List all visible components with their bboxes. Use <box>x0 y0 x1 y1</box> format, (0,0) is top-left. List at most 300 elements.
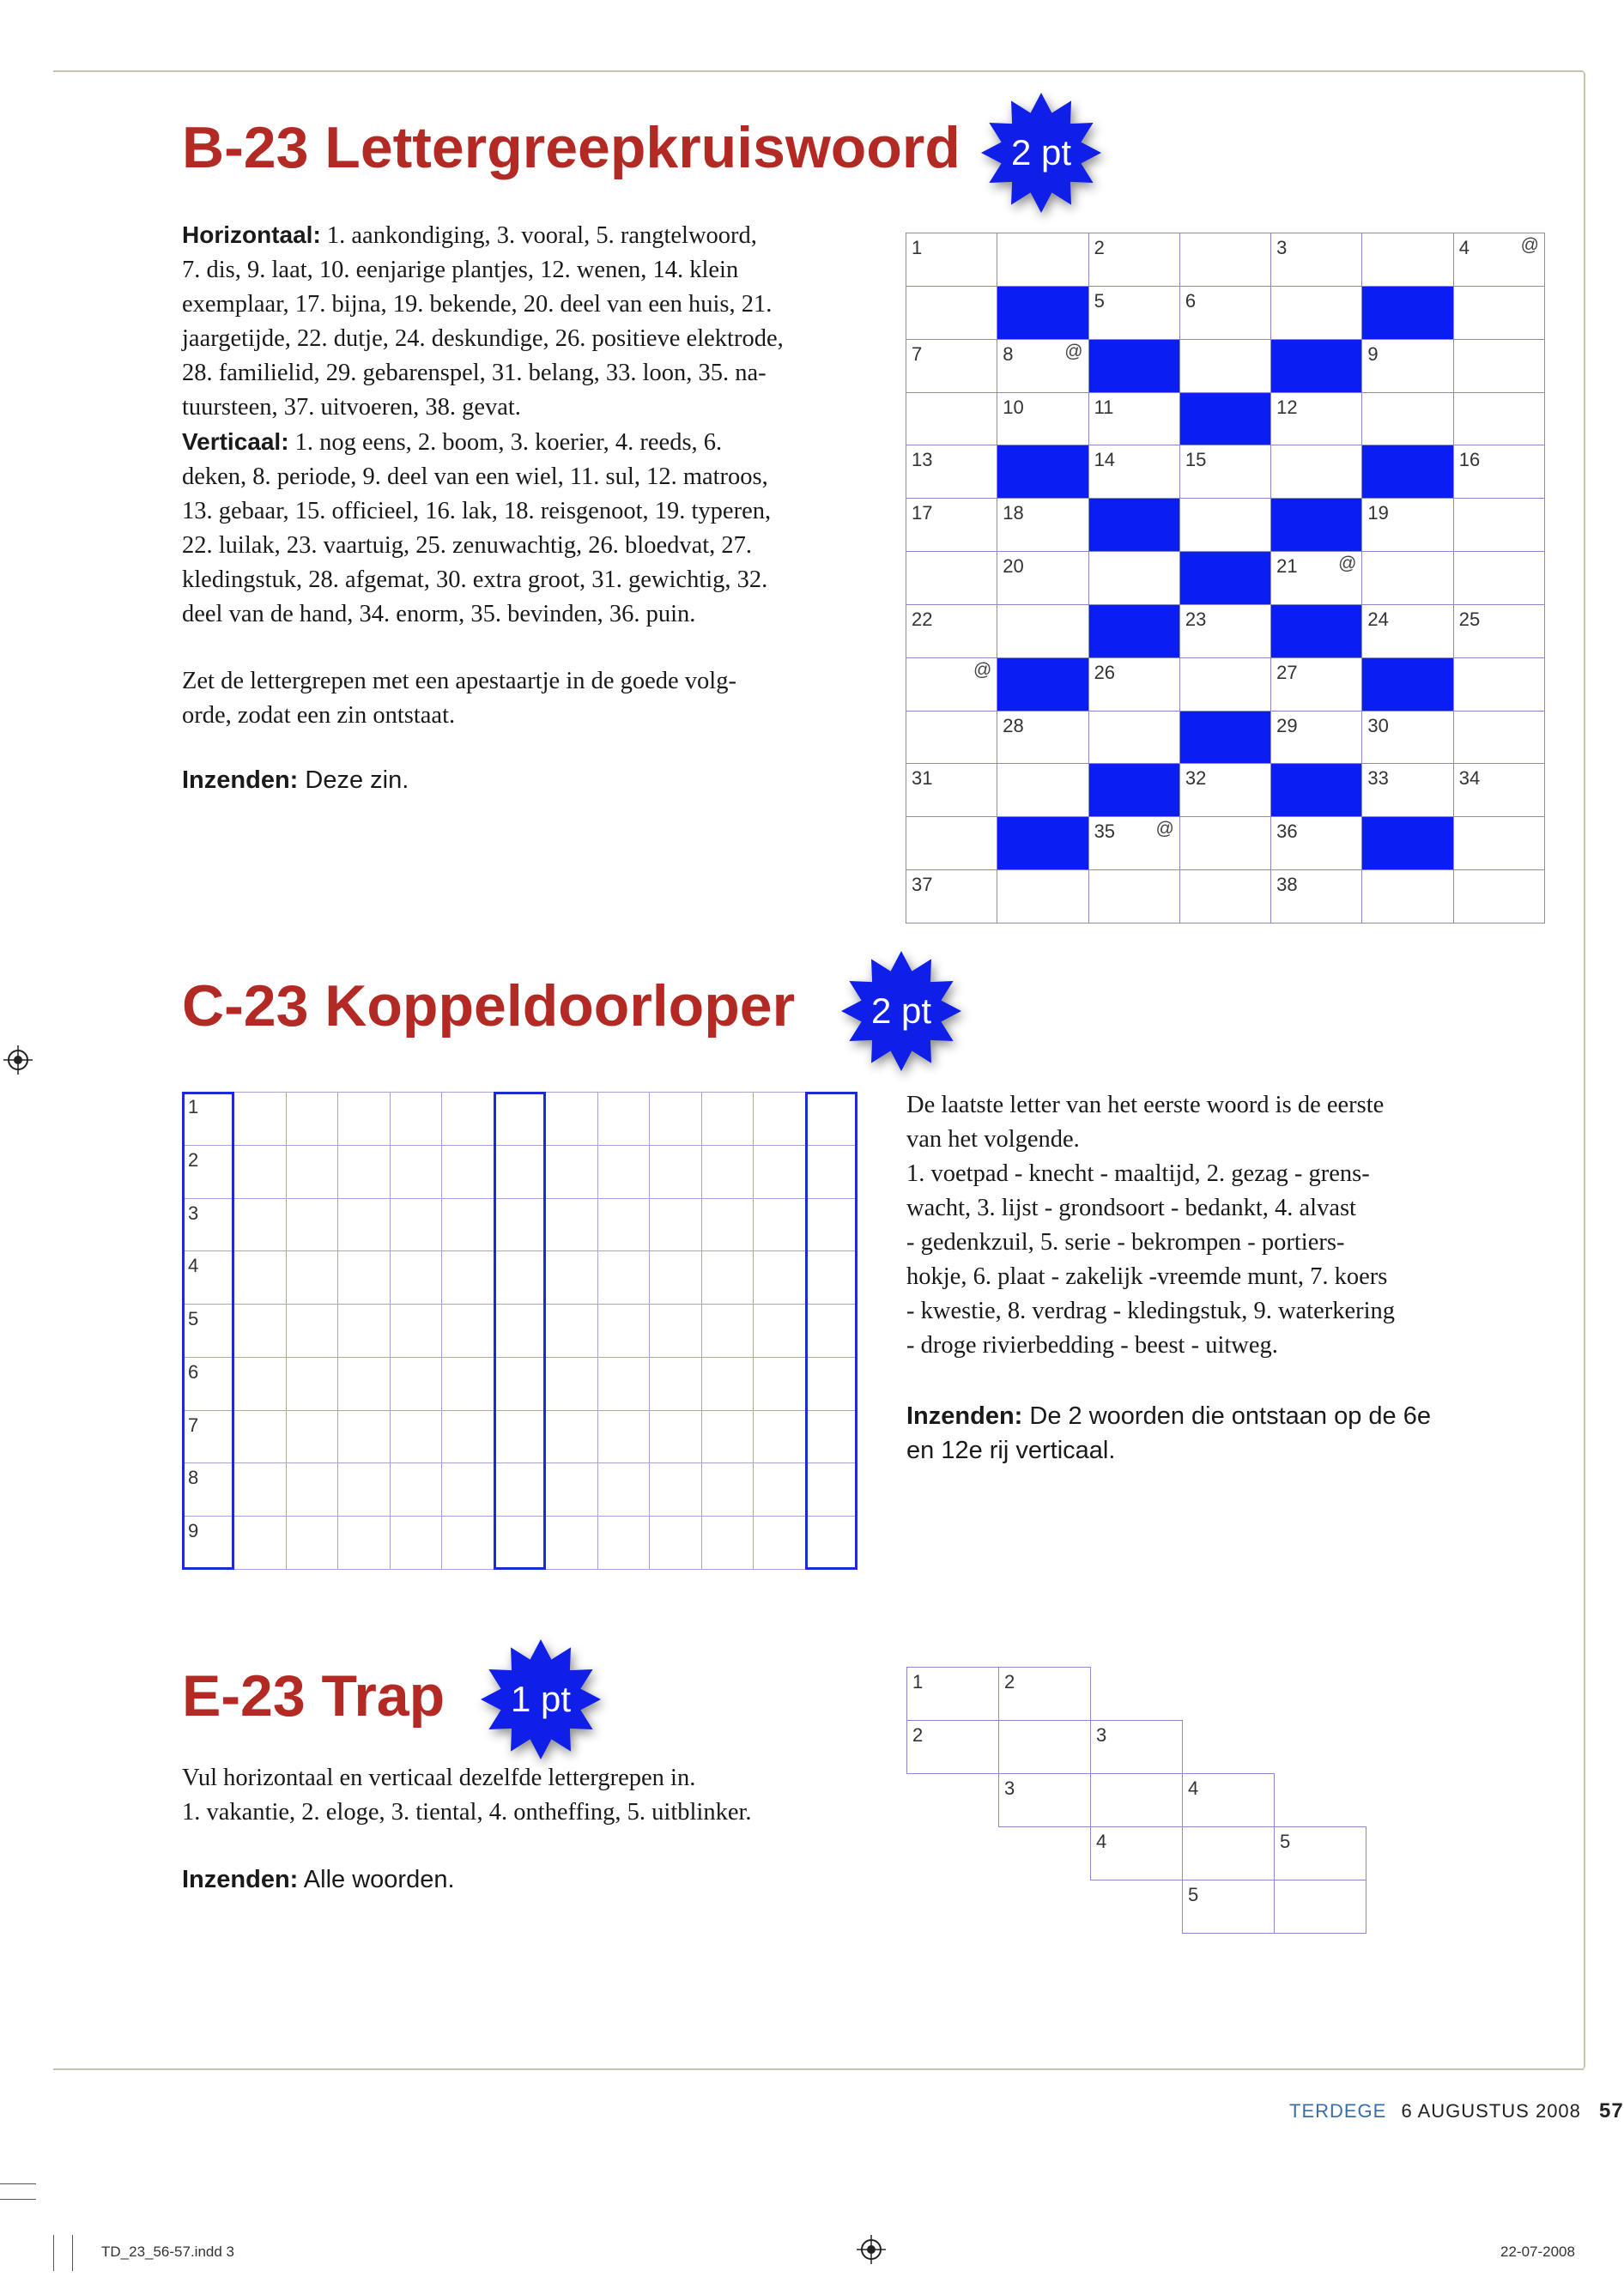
grid-cell[interactable] <box>390 1198 442 1252</box>
instruction-line: Zet de lettergrepen met een apestaartje in de goede volg- <box>182 668 736 694</box>
grid-cell[interactable] <box>286 1304 338 1358</box>
crossword-cell[interactable] <box>997 392 1088 446</box>
crossword-cell[interactable] <box>906 286 997 340</box>
blocked-cell <box>997 445 1088 499</box>
page-footer <box>1289 2099 1624 2123</box>
grid-cell[interactable] <box>390 1462 442 1517</box>
crossword-cell[interactable] <box>1361 551 1453 605</box>
crossword-cell[interactable] <box>1179 763 1271 817</box>
b23-inzenden <box>182 766 409 795</box>
cell-number: 3 <box>1276 237 1288 258</box>
grid-cell[interactable] <box>286 1410 338 1464</box>
grid-cell[interactable] <box>286 1357 338 1411</box>
row-number: 9 <box>188 1520 199 1542</box>
cell-number: 12 <box>1276 396 1298 418</box>
clue-line: exemplaar, 17. bijna, 19. bekende, 20. deel van een huis, 21. <box>182 291 773 318</box>
stair-cell[interactable] <box>906 1667 999 1721</box>
grid-cell[interactable] <box>753 1251 805 1305</box>
c23-inzenden <box>906 1399 1431 1468</box>
grid-cell[interactable] <box>545 1092 597 1146</box>
clue-line: - kwestie, 8. verdrag - kledingstuk, 9. waterkering <box>906 1298 1396 1324</box>
cell-number: 17 <box>912 502 933 524</box>
cell-number: 32 <box>1185 767 1207 790</box>
crossword-cell[interactable] <box>1088 711 1180 765</box>
grid-cell[interactable] <box>441 1462 494 1517</box>
crossword-cell[interactable] <box>906 657 997 712</box>
crossword-cell[interactable] <box>1361 339 1453 393</box>
clue-line: tuursteen, 37. uitvoeren, 38. gevat. <box>182 394 521 421</box>
grid-cell[interactable] <box>233 1410 286 1464</box>
crossword-cell[interactable] <box>1453 657 1545 712</box>
crossword-cell[interactable] <box>1179 233 1271 287</box>
b23-crossword-grid <box>906 233 1544 923</box>
grid-cell[interactable] <box>286 1462 338 1517</box>
blocked-cell <box>1361 445 1453 499</box>
crossword-cell[interactable] <box>1361 392 1453 446</box>
grid-cell[interactable] <box>337 1516 390 1570</box>
grid-cell[interactable] <box>597 1357 650 1411</box>
inzenden-label: Inzenden: <box>182 1866 299 1893</box>
cell-number: 15 <box>1185 449 1207 471</box>
e23-points-label: 1 pt <box>510 1679 572 1719</box>
grid-cell[interactable] <box>390 1516 442 1570</box>
c23-grid <box>182 1092 857 1569</box>
cell-number: 9 <box>1367 342 1379 365</box>
blocked-cell <box>1179 551 1271 605</box>
crossword-cell[interactable] <box>906 392 997 446</box>
crossword-cell[interactable] <box>1179 339 1271 393</box>
magazine-name: TERDEGE <box>1289 2100 1387 2122</box>
grid-cell[interactable] <box>701 1145 754 1199</box>
crossword-cell[interactable] <box>1453 233 1545 287</box>
grid-cell[interactable] <box>597 1251 650 1305</box>
grid-cell[interactable] <box>597 1304 650 1358</box>
cell-number: 5 <box>1188 1884 1199 1905</box>
crossword-cell[interactable] <box>1179 869 1271 923</box>
grid-cell[interactable] <box>545 1516 597 1570</box>
cell-number: 34 <box>1458 767 1481 790</box>
stair-cell[interactable] <box>998 1667 1091 1721</box>
stair-cell[interactable] <box>1090 1826 1183 1880</box>
e23-points-badge <box>481 1639 601 1759</box>
row-number: 4 <box>188 1255 199 1277</box>
crossword-cell[interactable] <box>1088 392 1180 446</box>
crossword-cell[interactable] <box>1179 604 1271 658</box>
crossword-cell[interactable] <box>1453 604 1545 658</box>
cell-number: 22 <box>912 608 933 630</box>
grid-cell[interactable] <box>753 1304 805 1358</box>
grid-cell[interactable] <box>441 1516 494 1570</box>
crossword-cell[interactable] <box>1179 445 1271 499</box>
cell-number: 30 <box>1367 714 1389 736</box>
crossword-cell[interactable] <box>1088 286 1180 340</box>
cell-number: 2 <box>1004 1671 1015 1693</box>
cell-number: 37 <box>912 874 933 896</box>
grid-cell[interactable] <box>233 1357 286 1411</box>
blocked-cell <box>1270 498 1362 552</box>
page-number: 57 <box>1599 2099 1624 2123</box>
grid-cell[interactable] <box>233 1516 286 1570</box>
grid-cell[interactable] <box>545 1410 597 1464</box>
blocked-cell <box>1270 604 1362 658</box>
grid-cell[interactable] <box>545 1198 597 1252</box>
stair-cell[interactable] <box>1274 1826 1366 1880</box>
grid-cell[interactable] <box>701 1198 754 1252</box>
cell-number: 4 <box>1458 237 1469 258</box>
cell-number: 35 <box>1094 821 1116 843</box>
grid-cell[interactable] <box>441 1092 494 1146</box>
grid-cell[interactable] <box>649 1304 701 1358</box>
grid-cell[interactable] <box>649 1092 701 1146</box>
clue-line: - gedenkzuil, 5. serie - bekrompen - portiers- <box>906 1229 1345 1256</box>
row-number: 2 <box>188 1148 199 1171</box>
stair-cell[interactable] <box>1182 1826 1275 1880</box>
crossword-cell[interactable] <box>1361 498 1453 552</box>
grid-cell[interactable] <box>649 1462 701 1517</box>
b23-clues <box>182 218 869 632</box>
crossword-cell[interactable] <box>1453 286 1545 340</box>
cell-number: 29 <box>1276 714 1298 736</box>
crossword-cell[interactable] <box>1453 498 1545 552</box>
b23-points-badge <box>981 93 1101 213</box>
cell-number: 33 <box>1367 767 1389 790</box>
verticaal-label: Verticaal: <box>182 428 289 455</box>
crossword-cell[interactable] <box>997 869 1088 923</box>
crossword-cell[interactable] <box>1270 286 1362 340</box>
grid-cell[interactable] <box>649 1251 701 1305</box>
grid-cell[interactable] <box>701 1516 754 1570</box>
grid-cell[interactable] <box>390 1304 442 1358</box>
grid-cell[interactable] <box>753 1357 805 1411</box>
grid-cell[interactable] <box>701 1410 754 1464</box>
grid-cell[interactable] <box>233 1198 286 1252</box>
crossword-cell[interactable] <box>1270 551 1362 605</box>
grid-cell[interactable] <box>597 1092 650 1146</box>
blocked-cell <box>1361 657 1453 712</box>
crossword-cell[interactable] <box>1453 869 1545 923</box>
stair-cell[interactable] <box>1274 1880 1366 1934</box>
grid-cell[interactable] <box>545 1251 597 1305</box>
blocked-cell <box>1270 763 1362 817</box>
grid-cell[interactable] <box>286 1516 338 1570</box>
grid-cell[interactable] <box>753 1516 805 1570</box>
c23-title: C-23 Koppeldoorloper <box>182 973 796 1039</box>
cell-number: 31 <box>912 767 933 790</box>
grid-cell[interactable] <box>753 1462 805 1517</box>
crossword-cell[interactable] <box>906 816 997 870</box>
cell-number: 11 <box>1094 396 1114 418</box>
registration-mark-icon <box>857 2235 886 2264</box>
cell-number: 3 <box>1004 1777 1015 1799</box>
grid-cell[interactable] <box>441 1145 494 1199</box>
grid-cell[interactable] <box>233 1145 286 1199</box>
cell-number: 5 <box>1094 289 1105 312</box>
crossword-cell[interactable] <box>1088 869 1180 923</box>
grid-cell[interactable] <box>701 1092 754 1146</box>
registration-mark-icon <box>3 1045 33 1075</box>
crossword-cell[interactable] <box>1270 233 1362 287</box>
crossword-cell[interactable] <box>1361 233 1453 287</box>
grid-cell[interactable] <box>597 1462 650 1517</box>
crossword-cell[interactable] <box>1270 445 1362 499</box>
stair-cell[interactable] <box>1182 1773 1275 1827</box>
crossword-cell[interactable] <box>1453 392 1545 446</box>
inzenden-label: Inzenden: <box>906 1402 1023 1430</box>
grid-cell[interactable] <box>233 1092 286 1146</box>
blocked-cell <box>1179 711 1271 765</box>
grid-cell[interactable] <box>337 1357 390 1411</box>
grid-cell[interactable] <box>441 1198 494 1252</box>
crossword-cell[interactable] <box>906 445 997 499</box>
crossword-cell[interactable] <box>997 551 1088 605</box>
grid-cell[interactable] <box>390 1251 442 1305</box>
grid-cell[interactable] <box>337 1251 390 1305</box>
crossword-cell[interactable] <box>1179 498 1271 552</box>
cell-number: 1 <box>912 237 923 258</box>
grid-cell[interactable] <box>597 1410 650 1464</box>
grid-cell[interactable] <box>545 1145 597 1199</box>
cell-number: 20 <box>1003 555 1024 578</box>
cell-number: 38 <box>1276 874 1298 896</box>
e23-inzenden <box>182 1866 455 1894</box>
c23-points-badge <box>841 951 961 1071</box>
grid-cell[interactable] <box>233 1304 286 1358</box>
grid-cell[interactable] <box>701 1462 754 1517</box>
grid-cell[interactable] <box>441 1304 494 1358</box>
inzenden-label: Inzenden: <box>182 766 299 794</box>
grid-cell[interactable] <box>545 1304 597 1358</box>
crossword-cell[interactable] <box>1088 233 1180 287</box>
crossword-cell[interactable] <box>997 339 1088 393</box>
grid-cell[interactable] <box>649 1198 701 1252</box>
crossword-cell[interactable] <box>906 339 997 393</box>
clue-line: 28. familielid, 29. gebarenspel, 31. belang, 33. loon, 35. na- <box>182 360 767 386</box>
clue-line: 7. dis, 9. laat, 10. eenjarige plantjes, 12. wenen, 14. klein <box>182 257 739 283</box>
cell-number: 1 <box>912 1671 924 1693</box>
grid-cell[interactable] <box>753 1410 805 1464</box>
cell-number: 8 <box>1003 342 1014 365</box>
crossword-cell[interactable] <box>1453 339 1545 393</box>
grid-cell[interactable] <box>286 1145 338 1199</box>
crop-mark <box>72 2235 73 2271</box>
grid-cell[interactable] <box>649 1516 701 1570</box>
at-marker: @ <box>1338 554 1357 574</box>
cell-number: 14 <box>1094 449 1116 471</box>
grid-cell[interactable] <box>390 1145 442 1199</box>
crossword-cell[interactable] <box>997 763 1088 817</box>
crossword-cell[interactable] <box>906 869 997 923</box>
crossword-cell[interactable] <box>1270 392 1362 446</box>
stair-cell[interactable] <box>1090 1773 1183 1827</box>
cell-number: 16 <box>1458 449 1481 471</box>
crop-mark <box>0 2199 36 2200</box>
stair-cell[interactable] <box>906 1720 999 1774</box>
blocked-cell <box>1088 339 1180 393</box>
crossword-cell[interactable] <box>1361 604 1453 658</box>
b23-instruction <box>182 664 869 733</box>
blocked-cell <box>1088 763 1180 817</box>
inzenden-text: Deze zin. <box>298 766 409 794</box>
grid-cell[interactable] <box>753 1092 805 1146</box>
clue-line: jaargetijde, 22. dutje, 24. deskundige, 26. positieve elektrode, <box>182 325 784 352</box>
slug-date: 22-07-2008 <box>1500 2244 1575 2260</box>
cell-number: 4 <box>1096 1831 1107 1852</box>
stair-cell[interactable] <box>998 1720 1091 1774</box>
grid-cell[interactable] <box>753 1145 805 1199</box>
grid-cell[interactable] <box>597 1198 650 1252</box>
cell-number: 27 <box>1276 661 1298 683</box>
crossword-cell[interactable] <box>1088 445 1180 499</box>
cell-number: 7 <box>912 342 923 365</box>
cell-number: 26 <box>1094 661 1116 683</box>
crossword-cell[interactable] <box>906 551 997 605</box>
row-number: 5 <box>188 1308 199 1330</box>
crop-mark <box>53 2235 54 2271</box>
inzenden-text: en 12e rij verticaal. <box>906 1437 1116 1464</box>
cell-number: 6 <box>1185 289 1197 312</box>
row-number: 7 <box>188 1414 199 1436</box>
clue-line: wacht, 3. lijst - grondsoort - bedankt, 4. alvast <box>906 1195 1356 1221</box>
horizontaal-label: Horizontaal: <box>182 221 321 248</box>
grid-cell[interactable] <box>701 1251 754 1305</box>
b23-verticaal <box>182 425 869 632</box>
stair-cell[interactable] <box>1182 1880 1275 1934</box>
crossword-cell[interactable] <box>1270 816 1362 870</box>
crop-mark <box>0 2183 36 2184</box>
clue-line: kledingstuk, 28. afgemat, 30. extra groot, 31. gewichtig, 32. <box>182 566 768 593</box>
grid-cell[interactable] <box>649 1357 701 1411</box>
grid-cell[interactable] <box>337 1410 390 1464</box>
highlight-column <box>182 1092 234 1570</box>
crossword-cell[interactable] <box>1453 711 1545 765</box>
slug-filename: TD_23_56-57.indd 3 <box>101 2244 235 2260</box>
grid-cell[interactable] <box>545 1462 597 1517</box>
row-number: 8 <box>188 1467 199 1489</box>
grid-cell[interactable] <box>337 1304 390 1358</box>
cell-number: 28 <box>1003 714 1024 736</box>
crossword-cell[interactable] <box>1270 711 1362 765</box>
grid-cell[interactable] <box>390 1092 442 1146</box>
crossword-cell[interactable] <box>1453 445 1545 499</box>
crossword-cell[interactable] <box>1179 816 1271 870</box>
crossword-cell[interactable] <box>997 233 1088 287</box>
crossword-cell[interactable] <box>906 711 997 765</box>
grid-cell[interactable] <box>286 1251 338 1305</box>
crossword-cell[interactable] <box>1270 657 1362 712</box>
grid-cell[interactable] <box>701 1304 754 1358</box>
cell-number: 13 <box>912 449 933 471</box>
crossword-cell[interactable] <box>1270 869 1362 923</box>
e23-clues <box>182 1761 869 1830</box>
grid-cell[interactable] <box>390 1357 442 1411</box>
at-marker: @ <box>973 659 992 680</box>
cell-number: 24 <box>1367 608 1389 630</box>
crossword-cell[interactable] <box>1361 869 1453 923</box>
highlight-column <box>494 1092 546 1570</box>
grid-cell[interactable] <box>701 1357 754 1411</box>
blocked-cell <box>997 657 1088 712</box>
cell-number: 23 <box>1185 608 1207 630</box>
grid-cell[interactable] <box>753 1198 805 1252</box>
at-marker: @ <box>1155 819 1174 839</box>
grid-cell[interactable] <box>649 1145 701 1199</box>
cell-number: 10 <box>1003 396 1024 418</box>
grid-cell[interactable] <box>337 1198 390 1252</box>
crossword-cell[interactable] <box>906 763 997 817</box>
page-frame-bottom <box>53 2068 1584 2070</box>
grid-cell[interactable] <box>441 1251 494 1305</box>
grid-cell[interactable] <box>597 1145 650 1199</box>
grid-cell[interactable] <box>233 1462 286 1517</box>
blocked-cell <box>1361 816 1453 870</box>
cell-number: 21 <box>1276 555 1298 578</box>
crossword-cell[interactable] <box>1453 551 1545 605</box>
crossword-cell[interactable] <box>997 498 1088 552</box>
stair-cell[interactable] <box>1090 1720 1183 1774</box>
crossword-cell[interactable] <box>1361 763 1453 817</box>
crossword-cell[interactable] <box>1179 286 1271 340</box>
clue-line: hokje, 6. plaat - zakelijk -vreemde munt, 7. koers <box>906 1263 1388 1290</box>
cell-number: 5 <box>1280 1831 1291 1852</box>
crossword-cell[interactable] <box>906 498 997 552</box>
grid-cell[interactable] <box>233 1251 286 1305</box>
crossword-cell[interactable] <box>1088 657 1180 712</box>
clue-line: deel van de hand, 34. enorm, 35. bevinden, 36. puin. <box>182 601 696 627</box>
c23-points-label: 2 pt <box>870 990 932 1031</box>
clue-line: - droge rivierbedding - beest - uitweg. <box>906 1332 1278 1359</box>
row-number: 3 <box>188 1202 199 1224</box>
page-frame-top <box>53 70 1584 72</box>
page-frame-right <box>1581 70 1585 2070</box>
grid-cell[interactable] <box>545 1357 597 1411</box>
cell-number: 3 <box>1096 1724 1107 1746</box>
clue-line: deken, 8. periode, 9. deel van een wiel, 11. sul, 12. matroos, <box>182 463 768 490</box>
b23-title: B-23 Lettergreepkruiswoord <box>182 115 960 180</box>
at-marker: @ <box>1520 235 1539 255</box>
stair-cell[interactable] <box>998 1773 1091 1827</box>
grid-cell[interactable] <box>597 1516 650 1570</box>
grid-cell[interactable] <box>286 1198 338 1252</box>
grid-cell[interactable] <box>286 1092 338 1146</box>
crossword-cell[interactable] <box>1179 657 1271 712</box>
grid-cell[interactable] <box>337 1145 390 1199</box>
inzenden-text: Alle woorden. <box>298 1866 455 1893</box>
crossword-cell[interactable] <box>1453 816 1545 870</box>
clue-line: 1. nog eens, 2. boom, 3. koerier, 4. reeds, 6. <box>288 429 723 456</box>
cell-number: 18 <box>1003 502 1024 524</box>
crossword-cell[interactable] <box>997 604 1088 658</box>
crossword-cell[interactable] <box>1361 711 1453 765</box>
blocked-cell <box>1088 604 1180 658</box>
crossword-cell[interactable] <box>1088 551 1180 605</box>
blocked-cell <box>1179 392 1271 446</box>
crossword-cell[interactable] <box>906 604 997 658</box>
grid-cell[interactable] <box>441 1410 494 1464</box>
cell-number: 2 <box>912 1724 924 1746</box>
grid-cell[interactable] <box>649 1410 701 1464</box>
grid-cell[interactable] <box>441 1357 494 1411</box>
grid-cell[interactable] <box>337 1462 390 1517</box>
crossword-cell[interactable] <box>906 233 997 287</box>
crossword-cell[interactable] <box>1088 816 1180 870</box>
crossword-cell[interactable] <box>997 711 1088 765</box>
grid-cell[interactable] <box>337 1092 390 1146</box>
crossword-cell[interactable] <box>1453 763 1545 817</box>
clue-line: 22. luilak, 23. vaartuig, 25. zenuwachtig, 26. bloedvat, 27. <box>182 532 753 559</box>
at-marker: @ <box>1064 341 1083 361</box>
grid-cell[interactable] <box>390 1410 442 1464</box>
cell-number: 4 <box>1188 1777 1199 1799</box>
